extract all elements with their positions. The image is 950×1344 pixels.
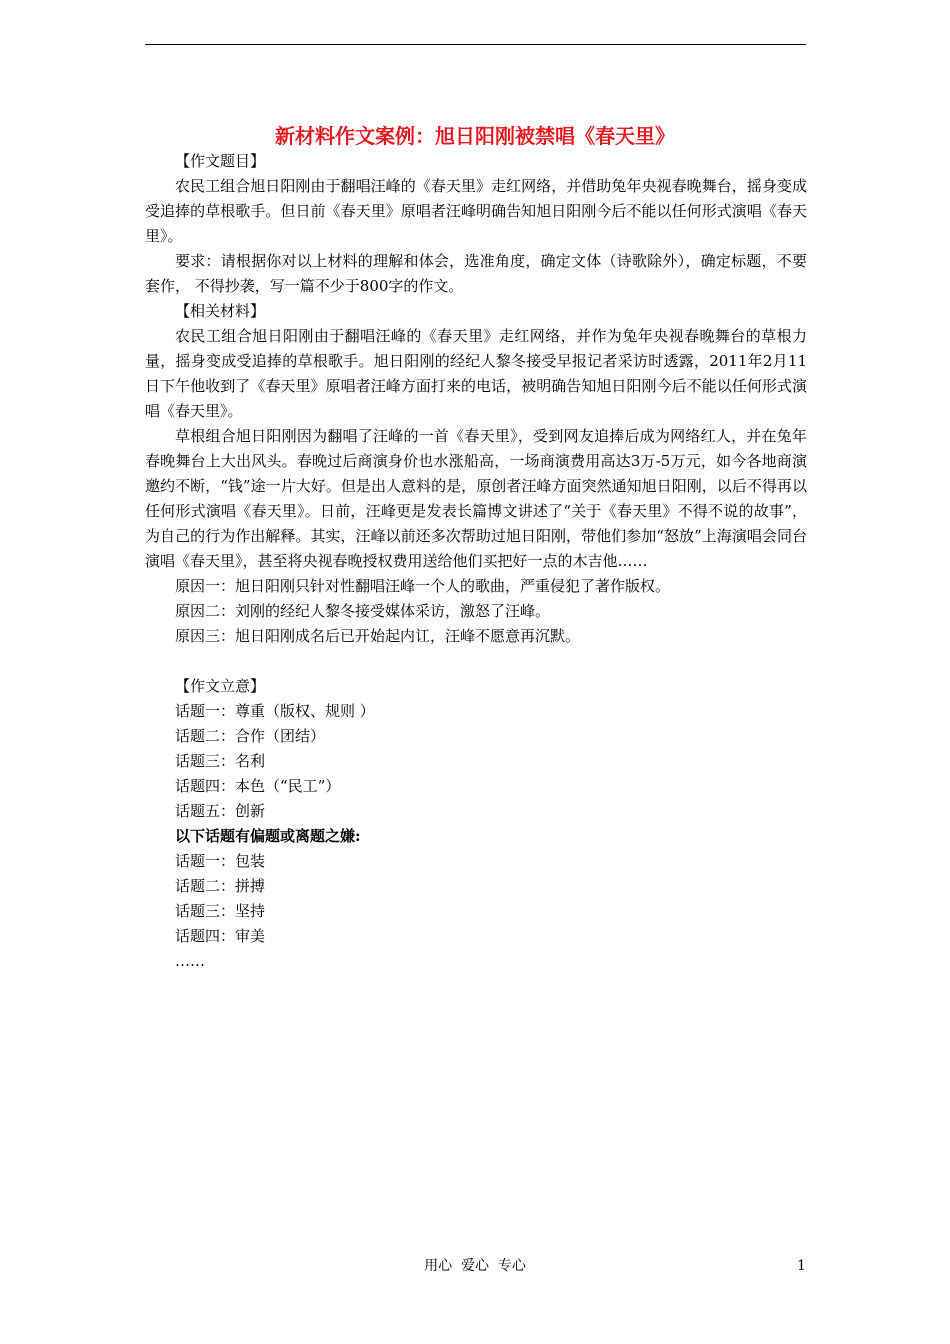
- topic-item: 话题三：名利: [175, 752, 266, 770]
- ellipsis: ……: [175, 952, 205, 970]
- offtopic-item: 话题一：包装: [175, 852, 266, 870]
- requirement-paragraph: 要求：请根据你对以上材料的理解和体会，选准角度，确定文体（诗歌除外），确定标题，不要套作， 不得抄袭，写一篇不少于800字的作文。: [145, 252, 807, 295]
- reason-item: 原因一：旭日阳刚只针对性翻唱汪峰一个人的歌曲，严重侵犯了著作版权。: [175, 577, 671, 595]
- topic-item: 话题四：本色（“民工”）: [175, 777, 341, 795]
- footer-motto: 用心 爱心 专心: [424, 1258, 526, 1274]
- header-rule: [145, 44, 806, 45]
- material-paragraph-2: 草根组合旭日阳刚因为翻唱了汪峰的一首《春天里》，受到网友追捧后成为网络红人，并在兔年春晚舞台上大出风头。春晚过后商演身价也水涨船高，一场商演费用高达3万-5万元，如今各地商演邀约不断，“钱”途一片大好。但是出人意料的是，原创者汪峰方面突然通知旭日阳刚，以后不得再以任何形式演唱《春天里》。日前，汪峰更是发表长篇博文讲述了“关于《春天里》不得不说的故事”，为自己的行为作出解释。其实，汪峰以前还多次帮助过旭日阳刚，带他们参加“怒放”上海演唱会同台演唱《春天里》，甚至将央视春晚授权费用送给他们买把好一点的木吉他……: [145, 427, 807, 570]
- offtopic-heading: 以下话题有偏题或离题之嫌:: [175, 827, 361, 845]
- material-paragraph-1: 农民工组合旭日阳刚由于翻唱汪峰的《春天里》走红网络，并作为兔年央视春晚舞台的草根力量，摇身变成受追捧的草根歌手。旭日阳刚的经纪人黎冬接受早报记者采访时透露，2011年2月11日下午他收到了《春天里》原唱者汪峰方面打来的电话，被明确告知旭日阳刚今后不能以任何形式演唱《春天里》。: [145, 327, 807, 420]
- topic-item: 话题五：创新: [175, 802, 266, 820]
- offtopic-item: 话题二：拼搏: [175, 877, 266, 895]
- topic-item: 话题二：合作（团结）: [175, 727, 326, 745]
- reason-item: 原因二：刘刚的经纪人黎冬接受媒体采访，激怒了汪峰。: [175, 602, 551, 620]
- offtopic-item: 话题四：审美: [175, 927, 266, 945]
- reason-item: 原因三：旭日阳刚成名后已开始起内讧，汪峰不愿意再沉默。: [175, 627, 581, 645]
- topic-item: 话题一：尊重（版权、规则 ）: [175, 702, 375, 720]
- topic-paragraph: 农民工组合旭日阳刚由于翻唱汪峰的《春天里》走红网络，并借助兔年央视春晚舞台，摇身变成受追捧的草根歌手。但日前《春天里》原唱者汪峰明确告知旭日阳刚今后不能以任何形式演唱《春天里》。: [145, 177, 807, 245]
- page-number: 1: [797, 1258, 806, 1274]
- spacer: [145, 649, 807, 674]
- offtopic-item: 话题三：坚持: [175, 902, 266, 920]
- document-title: 新材料作文案例：旭日阳刚被禁唱《春天里》: [275, 124, 675, 148]
- material-heading: 【相关材料】: [175, 302, 266, 320]
- document-body: [145, 149, 807, 974]
- topic-heading: 【作文题目】: [175, 152, 266, 170]
- intent-heading: 【作文立意】: [175, 677, 266, 695]
